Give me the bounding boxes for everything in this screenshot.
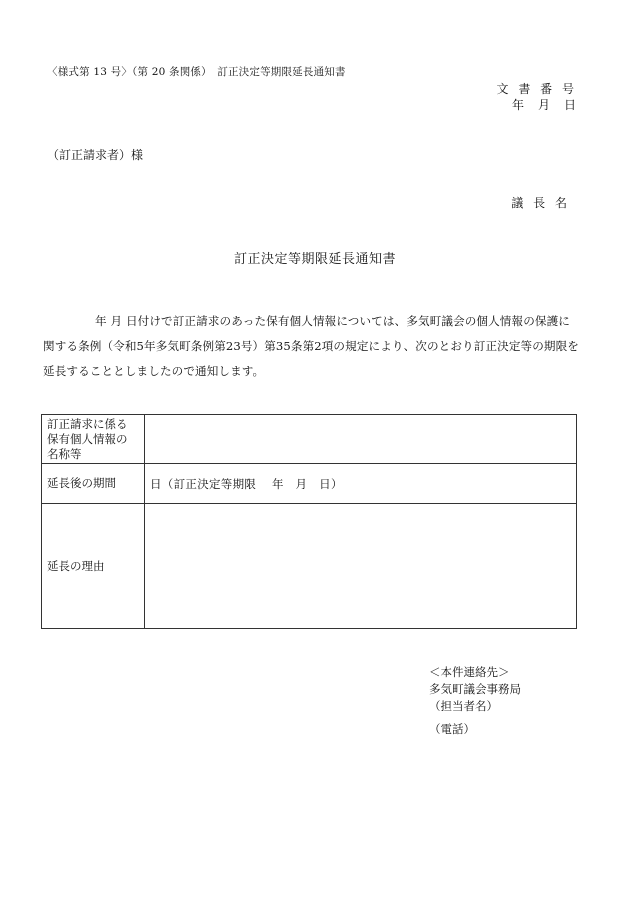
notice-body	[43, 309, 583, 384]
extension-reason-value	[145, 504, 577, 629]
table-row	[42, 464, 577, 504]
contact-office: 多気町議会事務局	[429, 682, 521, 696]
sender-chair-name: 議 長 名	[511, 196, 570, 210]
document-title: 訂正決定等期限延長通知書	[233, 252, 396, 267]
recipient-line: （訂正請求者）様	[47, 148, 144, 162]
body-line-1: 年 月 日付けで訂正請求のあった保有個人情報については、多気町議会の個人情報の保護に	[95, 314, 570, 328]
extension-details-table	[41, 414, 577, 629]
contact-phone: （電話）	[429, 722, 475, 736]
table-row	[42, 504, 577, 629]
extension-reason-label: 延長の理由	[42, 504, 145, 629]
info-name-value	[145, 415, 577, 464]
info-name-label-line: 保有個人情報の	[47, 431, 128, 446]
info-name-label-line: 名称等	[47, 446, 82, 461]
extended-period-value: 日（訂正決定等期限 年 月 日）	[145, 464, 577, 504]
info-name-label	[42, 415, 145, 464]
contact-heading: ＜本件連絡先＞	[429, 665, 510, 679]
body-line-3: 延長することとしましたので通知します。	[43, 364, 265, 378]
body-line-2: 関する条例（令和5年多気町条例第23号）第35条第2項の規定により、次のとおり訂正決定等の期限を	[43, 339, 579, 353]
document-number-label: 文 書 番 号	[496, 82, 577, 96]
table-row	[42, 415, 577, 464]
document-date-label: 年 月 日	[511, 98, 577, 112]
contact-person: （担当者名）	[429, 699, 498, 713]
extended-period-label: 延長後の期間	[42, 464, 145, 504]
form-number-header: 〈様式第 13 号〉（第 20 条関係） 訂正決定等期限延長通知書	[47, 66, 346, 78]
info-name-label-line: 訂正請求に係る	[47, 416, 128, 431]
